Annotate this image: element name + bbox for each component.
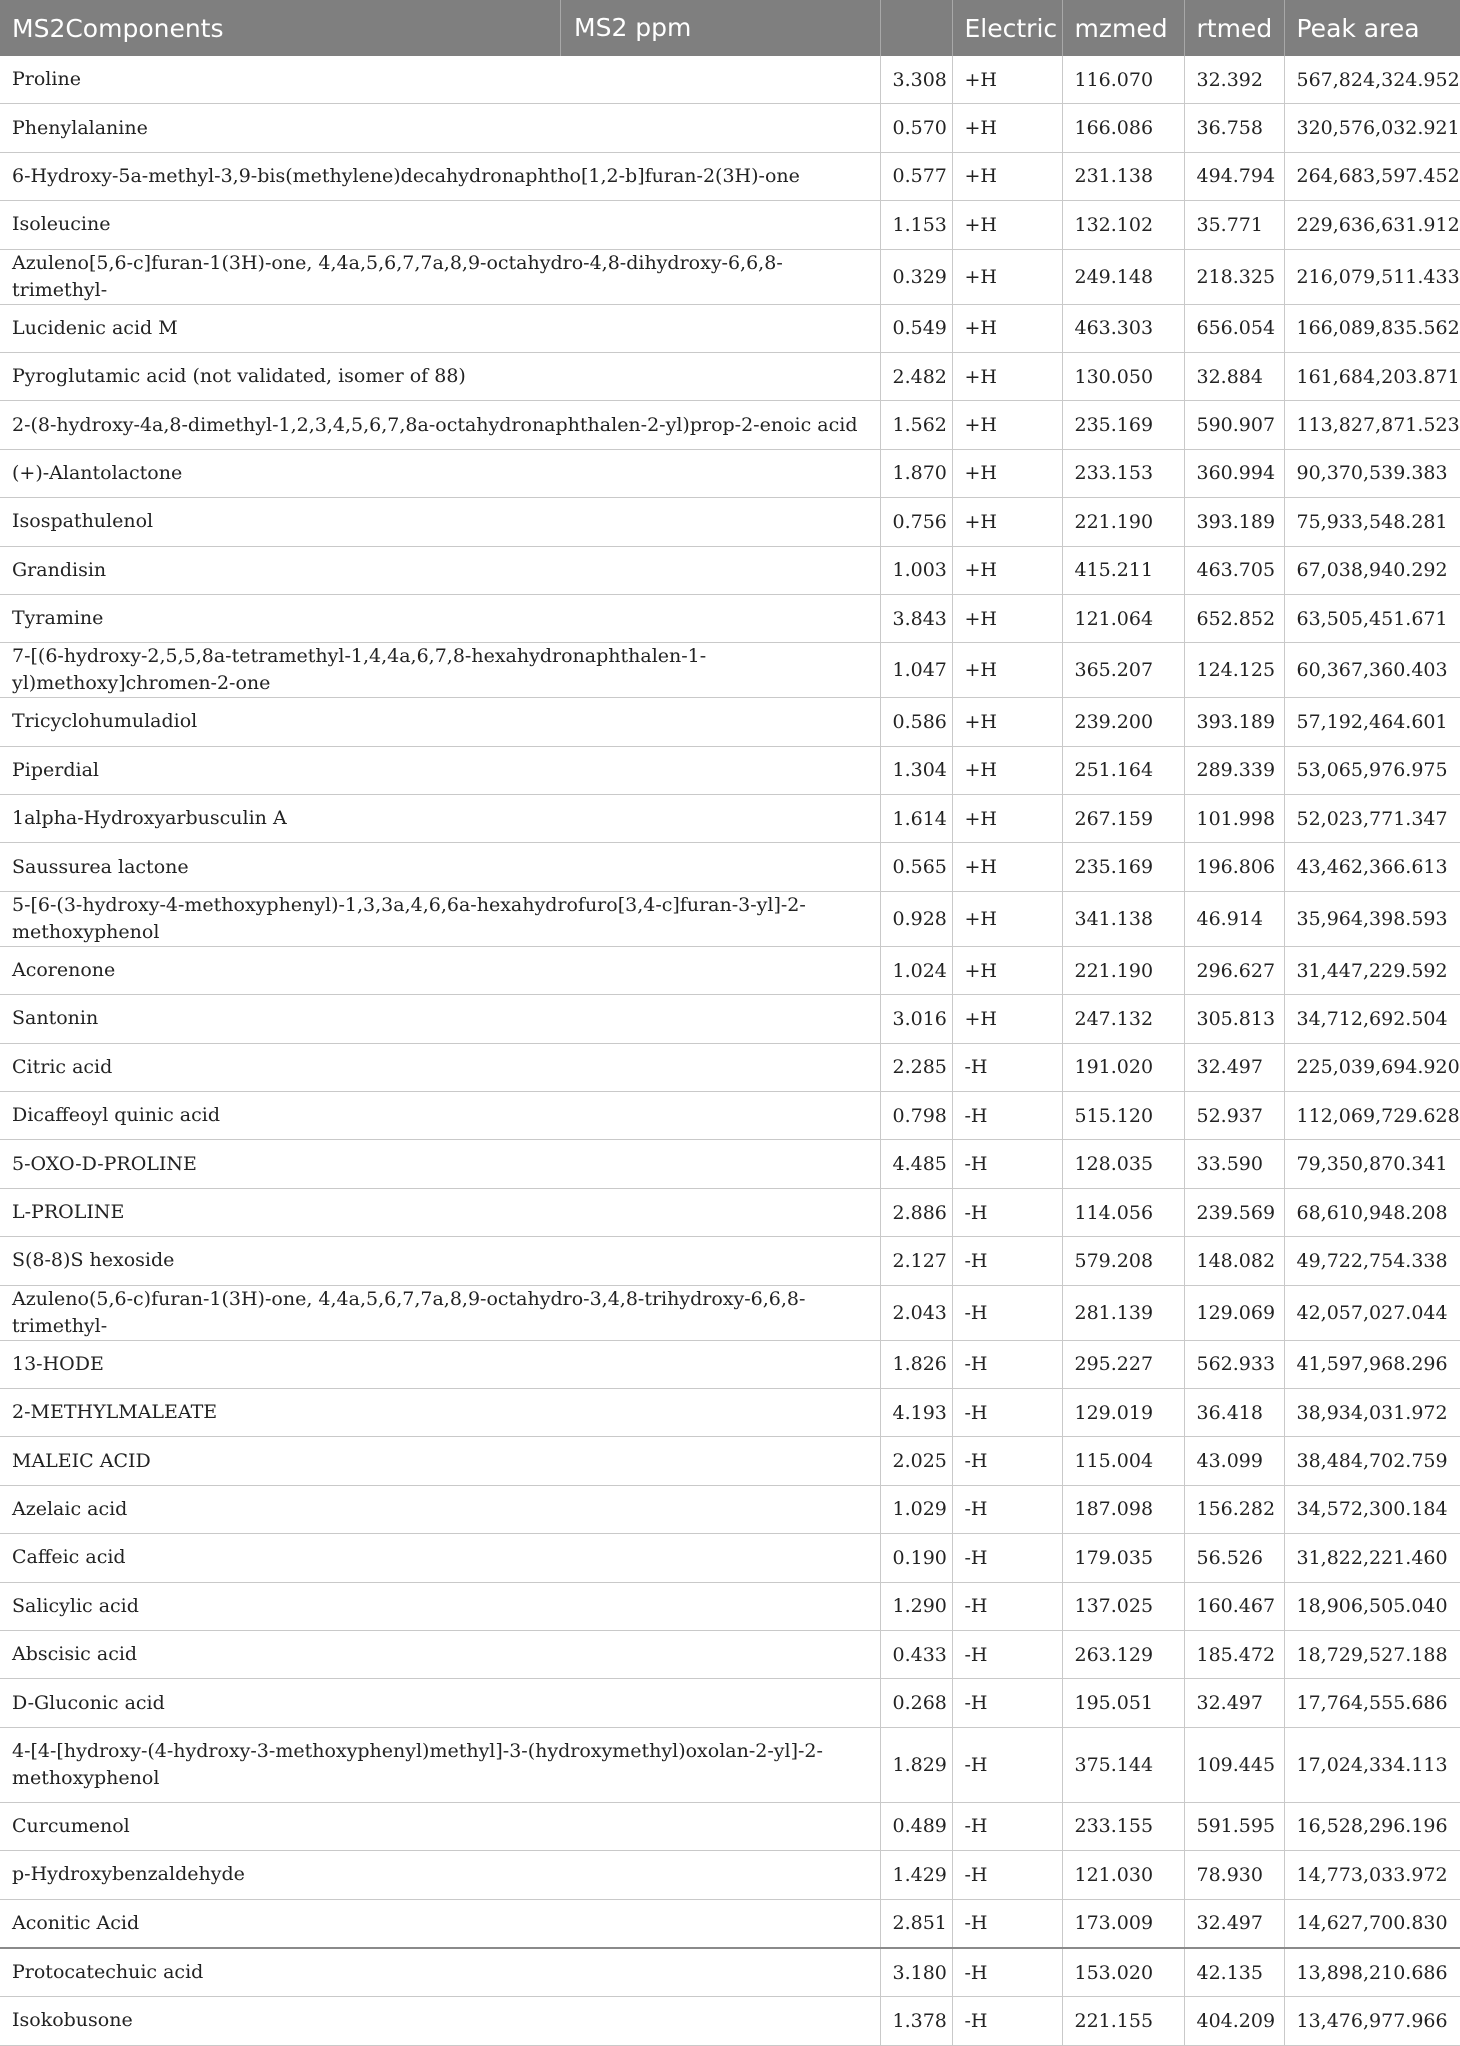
cell-mzmed: 263.129 — [1062, 1630, 1184, 1678]
cell-ms2-ppm: 1.047 — [880, 643, 952, 698]
cell-component-name: Isospathulenol — [0, 498, 880, 546]
cell-electric: -H — [952, 1188, 1062, 1236]
cell-component-name: L-PROLINE — [0, 1188, 880, 1236]
cell-rtmed: 196.806 — [1184, 843, 1284, 891]
cell-mzmed: 221.190 — [1062, 498, 1184, 546]
cell-component-name: Tyramine — [0, 594, 880, 642]
cell-peak-area: 112,069,729.628 — [1284, 1092, 1460, 1140]
cell-peak-area: 166,089,835.562 — [1284, 304, 1460, 352]
cell-peak-area: 34,572,300.184 — [1284, 1485, 1460, 1533]
cell-mzmed: 251.164 — [1062, 746, 1184, 794]
cell-mzmed: 195.051 — [1062, 1679, 1184, 1727]
header-divider — [560, 0, 561, 56]
cell-component-name: 5-OXO-D-PROLINE — [0, 1140, 880, 1188]
cell-peak-area: 225,039,694.920 — [1284, 1043, 1460, 1091]
cell-rtmed: 590.907 — [1184, 401, 1284, 449]
cell-peak-area: 68,610,948.208 — [1284, 1188, 1460, 1236]
cell-mzmed: 415.211 — [1062, 546, 1184, 594]
cell-mzmed: 221.155 — [1062, 1997, 1184, 2045]
cell-component-name: Santonin — [0, 995, 880, 1043]
table-row — [0, 1437, 1460, 1485]
cell-mzmed: 233.155 — [1062, 1802, 1184, 1850]
table-row — [0, 698, 1460, 746]
cell-rtmed: 36.418 — [1184, 1388, 1284, 1436]
header-peak-area: Peak area — [1284, 0, 1460, 56]
cell-rtmed: 156.282 — [1184, 1485, 1284, 1533]
cell-peak-area: 53,065,976.975 — [1284, 746, 1460, 794]
cell-peak-area: 14,627,700.830 — [1284, 1899, 1460, 1948]
cell-component-name: 4-[4-[hydroxy-(4-hydroxy-3-methoxyphenyl)methyl]-3-(hydroxymethyl)oxolan-2-yl]-2-methoxyphenol — [0, 1727, 880, 1802]
cell-electric: -H — [952, 1679, 1062, 1727]
cell-mzmed: 132.102 — [1062, 201, 1184, 249]
header-components: MS2Components — [0, 0, 880, 56]
cell-electric: -H — [952, 1727, 1062, 1802]
cell-peak-area: 63,505,451.671 — [1284, 594, 1460, 642]
cell-peak-area: 38,934,031.972 — [1284, 1388, 1460, 1436]
table-row — [0, 1092, 1460, 1140]
cell-ms2-ppm: 0.549 — [880, 304, 952, 352]
cell-peak-area: 31,822,221.460 — [1284, 1534, 1460, 1582]
header-ms2-ppm: MS2 ppm — [574, 13, 692, 42]
table-row — [0, 498, 1460, 546]
cell-component-name: 2-(8-hydroxy-4a,8-dimethyl-1,2,3,4,5,6,7,8a-octahydronaphthalen-2-yl)prop-2-enoic acid — [0, 401, 880, 449]
cell-peak-area: 38,484,702.759 — [1284, 1437, 1460, 1485]
cell-rtmed: 185.472 — [1184, 1630, 1284, 1678]
table-row — [0, 1948, 1460, 1997]
cell-electric: -H — [952, 1437, 1062, 1485]
cell-ms2-ppm: 0.489 — [880, 1802, 952, 1850]
cell-ms2-ppm: 1.614 — [880, 795, 952, 843]
cell-ms2-ppm: 2.025 — [880, 1437, 952, 1485]
cell-peak-area: 57,192,464.601 — [1284, 698, 1460, 746]
cell-component-name: Tricyclohumuladiol — [0, 698, 880, 746]
cell-electric: +H — [952, 352, 1062, 400]
cell-ms2-ppm: 1.153 — [880, 201, 952, 249]
cell-electric: -H — [952, 1534, 1062, 1582]
cell-mzmed: 231.138 — [1062, 152, 1184, 200]
cell-ms2-ppm: 1.826 — [880, 1340, 952, 1388]
cell-component-name: Protocatechuic acid — [0, 1948, 880, 1997]
cell-ms2-ppm: 4.193 — [880, 1388, 952, 1436]
cell-component-name: Curcumenol — [0, 1802, 880, 1850]
cell-peak-area: 16,528,296.196 — [1284, 1802, 1460, 1850]
cell-rtmed: 32.497 — [1184, 1679, 1284, 1727]
cell-ms2-ppm: 3.308 — [880, 56, 952, 104]
cell-mzmed: 121.064 — [1062, 594, 1184, 642]
table-row — [0, 1140, 1460, 1188]
cell-component-name: Grandisin — [0, 546, 880, 594]
cell-peak-area: 49,722,754.338 — [1284, 1237, 1460, 1285]
cell-component-name: Piperdial — [0, 746, 880, 794]
cell-electric: -H — [952, 1140, 1062, 1188]
cell-ms2-ppm: 1.024 — [880, 946, 952, 994]
cell-mzmed: 187.098 — [1062, 1485, 1184, 1533]
table-row — [0, 56, 1460, 104]
cell-ms2-ppm: 0.756 — [880, 498, 952, 546]
table-row — [0, 843, 1460, 891]
cell-ms2-ppm: 2.886 — [880, 1188, 952, 1236]
cell-peak-area: 75,933,548.281 — [1284, 498, 1460, 546]
cell-peak-area: 13,476,977.966 — [1284, 1997, 1460, 2045]
cell-peak-area: 43,462,366.613 — [1284, 843, 1460, 891]
cell-component-name: 5-[6-(3-hydroxy-4-methoxyphenyl)-1,3,3a,4,6,6a-hexahydrofuro[3,4-c]furan-3-yl]-2-methoxyphenol — [0, 891, 880, 946]
cell-rtmed: 124.125 — [1184, 643, 1284, 698]
cell-component-name: Caffeic acid — [0, 1534, 880, 1582]
cell-electric: +H — [952, 946, 1062, 994]
cell-rtmed: 33.590 — [1184, 1140, 1284, 1188]
table-row — [0, 1534, 1460, 1582]
cell-peak-area: 35,964,398.593 — [1284, 891, 1460, 946]
cell-component-name: 13-HODE — [0, 1340, 880, 1388]
table-row — [0, 891, 1460, 946]
cell-ms2-ppm: 1.029 — [880, 1485, 952, 1533]
cell-component-name: 2-METHYLMALEATE — [0, 1388, 880, 1436]
cell-electric: -H — [952, 1630, 1062, 1678]
cell-mzmed: 235.169 — [1062, 843, 1184, 891]
cell-mzmed: 235.169 — [1062, 401, 1184, 449]
cell-electric: +H — [952, 795, 1062, 843]
cell-mzmed: 114.056 — [1062, 1188, 1184, 1236]
table-row — [0, 152, 1460, 200]
cell-ms2-ppm: 0.433 — [880, 1630, 952, 1678]
cell-rtmed: 43.099 — [1184, 1437, 1284, 1485]
cell-rtmed: 32.392 — [1184, 56, 1284, 104]
cell-ms2-ppm: 0.268 — [880, 1679, 952, 1727]
cell-electric: +H — [952, 594, 1062, 642]
cell-ms2-ppm: 1.304 — [880, 746, 952, 794]
cell-component-name: Salicylic acid — [0, 1582, 880, 1630]
cell-rtmed: 35.771 — [1184, 201, 1284, 249]
header-ms2-ppm-spacer — [880, 0, 952, 56]
cell-rtmed: 494.794 — [1184, 152, 1284, 200]
table-row — [0, 946, 1460, 994]
cell-ms2-ppm: 4.485 — [880, 1140, 952, 1188]
cell-peak-area: 60,367,360.403 — [1284, 643, 1460, 698]
cell-rtmed: 78.930 — [1184, 1851, 1284, 1899]
cell-peak-area: 320,576,032.921 — [1284, 104, 1460, 152]
cell-ms2-ppm: 1.562 — [880, 401, 952, 449]
cell-electric: +H — [952, 698, 1062, 746]
cell-mzmed: 233.153 — [1062, 449, 1184, 497]
cell-ms2-ppm: 2.127 — [880, 1237, 952, 1285]
table-row — [0, 401, 1460, 449]
header-row — [0, 0, 1460, 56]
table-row — [0, 995, 1460, 1043]
cell-component-name: 6-Hydroxy-5a-methyl-3,9-bis(methylene)decahydronaphtho[1,2-b]furan-2(3H)-one — [0, 152, 880, 200]
cell-electric: +H — [952, 546, 1062, 594]
cell-ms2-ppm: 0.329 — [880, 249, 952, 304]
cell-component-name: Proline — [0, 56, 880, 104]
cell-component-name: Lucidenic acid M — [0, 304, 880, 352]
cell-electric: -H — [952, 1237, 1062, 1285]
cell-electric: +H — [952, 891, 1062, 946]
cell-component-name: 1alpha-Hydroxyarbusculin A — [0, 795, 880, 843]
cell-rtmed: 36.758 — [1184, 104, 1284, 152]
table-row — [0, 1899, 1460, 1948]
cell-mzmed: 281.139 — [1062, 1285, 1184, 1340]
cell-component-name: Isokobusone — [0, 1997, 880, 2045]
table-row — [0, 643, 1460, 698]
cell-ms2-ppm: 0.190 — [880, 1534, 952, 1582]
cell-rtmed: 404.209 — [1184, 1997, 1284, 2045]
cell-electric: +H — [952, 104, 1062, 152]
cell-ms2-ppm: 3.180 — [880, 1948, 952, 1997]
table-row — [0, 546, 1460, 594]
cell-ms2-ppm: 1.003 — [880, 546, 952, 594]
cell-electric: -H — [952, 1582, 1062, 1630]
table-row — [0, 1388, 1460, 1436]
cell-mzmed: 239.200 — [1062, 698, 1184, 746]
cell-peak-area: 52,023,771.347 — [1284, 795, 1460, 843]
cell-peak-area: 216,079,511.433 — [1284, 249, 1460, 304]
cell-electric: +H — [952, 498, 1062, 546]
cell-mzmed: 137.025 — [1062, 1582, 1184, 1630]
table-row — [0, 201, 1460, 249]
cell-ms2-ppm: 1.829 — [880, 1727, 952, 1802]
cell-electric: +H — [952, 304, 1062, 352]
cell-component-name: Saussurea lactone — [0, 843, 880, 891]
cell-component-name: Aconitic Acid — [0, 1899, 880, 1948]
cell-peak-area: 13,898,210.686 — [1284, 1948, 1460, 1997]
cell-rtmed: 296.627 — [1184, 946, 1284, 994]
cell-peak-area: 90,370,539.383 — [1284, 449, 1460, 497]
cell-electric: -H — [952, 1948, 1062, 1997]
cell-component-name: Abscisic acid — [0, 1630, 880, 1678]
cell-electric: -H — [952, 1899, 1062, 1948]
table-row — [0, 304, 1460, 352]
cell-ms2-ppm: 0.928 — [880, 891, 952, 946]
cell-ms2-ppm: 0.565 — [880, 843, 952, 891]
cell-component-name: 7-[(6-hydroxy-2,5,5,8a-tetramethyl-1,4,4a,6,7,8-hexahydronaphthalen-1-yl)methoxy]chromen-2-one — [0, 643, 880, 698]
cell-rtmed: 652.852 — [1184, 594, 1284, 642]
cell-component-name: (+)-Alantolactone — [0, 449, 880, 497]
cell-mzmed: 247.132 — [1062, 995, 1184, 1043]
cell-component-name: Phenylalanine — [0, 104, 880, 152]
cell-peak-area: 42,057,027.044 — [1284, 1285, 1460, 1340]
cell-electric: -H — [952, 1997, 1062, 2045]
cell-peak-area: 67,038,940.292 — [1284, 546, 1460, 594]
cell-electric: -H — [952, 1485, 1062, 1533]
cell-rtmed: 101.998 — [1184, 795, 1284, 843]
table-row — [0, 1679, 1460, 1727]
cell-rtmed: 393.189 — [1184, 498, 1284, 546]
cell-mzmed: 579.208 — [1062, 1237, 1184, 1285]
cell-mzmed: 179.035 — [1062, 1534, 1184, 1582]
cell-component-name: Pyroglutamic acid (not validated, isomer of 88) — [0, 352, 880, 400]
cell-ms2-ppm: 1.290 — [880, 1582, 952, 1630]
cell-rtmed: 52.937 — [1184, 1092, 1284, 1140]
cell-rtmed: 32.884 — [1184, 352, 1284, 400]
cell-mzmed: 166.086 — [1062, 104, 1184, 152]
cell-rtmed: 56.526 — [1184, 1534, 1284, 1582]
cell-rtmed: 32.497 — [1184, 1043, 1284, 1091]
cell-ms2-ppm: 1.870 — [880, 449, 952, 497]
cell-rtmed: 562.933 — [1184, 1340, 1284, 1388]
table-row — [0, 1630, 1460, 1678]
table-row — [0, 1340, 1460, 1388]
cell-rtmed: 218.325 — [1184, 249, 1284, 304]
table-row — [0, 1851, 1460, 1899]
table-row — [0, 746, 1460, 794]
cell-electric: +H — [952, 249, 1062, 304]
cell-component-name: MALEIC ACID — [0, 1437, 880, 1485]
cell-mzmed: 116.070 — [1062, 56, 1184, 104]
cell-ms2-ppm: 3.843 — [880, 594, 952, 642]
cell-mzmed: 249.148 — [1062, 249, 1184, 304]
cell-peak-area: 41,597,968.296 — [1284, 1340, 1460, 1388]
cell-rtmed: 42.135 — [1184, 1948, 1284, 1997]
cell-component-name: Citric acid — [0, 1043, 880, 1091]
table-row — [0, 1582, 1460, 1630]
cell-component-name: Acorenone — [0, 946, 880, 994]
cell-electric: +H — [952, 449, 1062, 497]
cell-mzmed: 221.190 — [1062, 946, 1184, 994]
table-row — [0, 449, 1460, 497]
cell-rtmed: 289.339 — [1184, 746, 1284, 794]
cell-peak-area: 31,447,229.592 — [1284, 946, 1460, 994]
cell-rtmed: 148.082 — [1184, 1237, 1284, 1285]
cell-component-name: Isoleucine — [0, 201, 880, 249]
cell-ms2-ppm: 2.851 — [880, 1899, 952, 1948]
cell-electric: +H — [952, 643, 1062, 698]
cell-electric: +H — [952, 843, 1062, 891]
cell-peak-area: 567,824,324.952 — [1284, 56, 1460, 104]
cell-mzmed: 128.035 — [1062, 1140, 1184, 1188]
cell-rtmed: 46.914 — [1184, 891, 1284, 946]
cell-rtmed: 591.595 — [1184, 1802, 1284, 1850]
cell-component-name: Dicaffeoyl quinic acid — [0, 1092, 880, 1140]
cell-component-name: S(8-8)S hexoside — [0, 1237, 880, 1285]
cell-mzmed: 365.207 — [1062, 643, 1184, 698]
cell-component-name: p-Hydroxybenzaldehyde — [0, 1851, 880, 1899]
cell-ms2-ppm: 2.482 — [880, 352, 952, 400]
cell-peak-area: 79,350,870.341 — [1284, 1140, 1460, 1188]
cell-ms2-ppm: 3.016 — [880, 995, 952, 1043]
table-row — [0, 1997, 1460, 2045]
cell-electric: +H — [952, 152, 1062, 200]
cell-mzmed: 121.030 — [1062, 1851, 1184, 1899]
table-row — [0, 1043, 1460, 1091]
cell-peak-area: 264,683,597.452 — [1284, 152, 1460, 200]
table-row — [0, 1727, 1460, 1802]
cell-peak-area: 14,773,033.972 — [1284, 1851, 1460, 1899]
cell-mzmed: 130.050 — [1062, 352, 1184, 400]
cell-mzmed: 153.020 — [1062, 1948, 1184, 1997]
table-row — [0, 104, 1460, 152]
cell-peak-area: 229,636,631.912 — [1284, 201, 1460, 249]
cell-peak-area: 18,906,505.040 — [1284, 1582, 1460, 1630]
cell-electric: -H — [952, 1043, 1062, 1091]
cell-peak-area: 161,684,203.871 — [1284, 352, 1460, 400]
cell-electric: +H — [952, 401, 1062, 449]
table-body — [0, 56, 1460, 2045]
cell-mzmed: 515.120 — [1062, 1092, 1184, 1140]
cell-ms2-ppm: 0.570 — [880, 104, 952, 152]
cell-electric: -H — [952, 1388, 1062, 1436]
table-row — [0, 1237, 1460, 1285]
cell-electric: +H — [952, 56, 1062, 104]
cell-electric: -H — [952, 1851, 1062, 1899]
cell-peak-area: 34,712,692.504 — [1284, 995, 1460, 1043]
cell-mzmed: 115.004 — [1062, 1437, 1184, 1485]
cell-electric: -H — [952, 1285, 1062, 1340]
cell-mzmed: 129.019 — [1062, 1388, 1184, 1436]
header-electric: Electric — [952, 0, 1062, 56]
cell-mzmed: 295.227 — [1062, 1340, 1184, 1388]
cell-ms2-ppm: 2.285 — [880, 1043, 952, 1091]
cell-rtmed: 129.069 — [1184, 1285, 1284, 1340]
table-row — [0, 795, 1460, 843]
table-row — [0, 352, 1460, 400]
cell-peak-area: 18,729,527.188 — [1284, 1630, 1460, 1678]
cell-rtmed: 656.054 — [1184, 304, 1284, 352]
cell-ms2-ppm: 1.429 — [880, 1851, 952, 1899]
cell-rtmed: 360.994 — [1184, 449, 1284, 497]
cell-rtmed: 463.705 — [1184, 546, 1284, 594]
cell-rtmed: 393.189 — [1184, 698, 1284, 746]
cell-ms2-ppm: 2.043 — [880, 1285, 952, 1340]
table-row — [0, 249, 1460, 304]
table-row — [0, 1188, 1460, 1236]
cell-peak-area: 113,827,871.523 — [1284, 401, 1460, 449]
cell-rtmed: 160.467 — [1184, 1582, 1284, 1630]
cell-component-name: Azelaic acid — [0, 1485, 880, 1533]
cell-rtmed: 109.445 — [1184, 1727, 1284, 1802]
table-row — [0, 1802, 1460, 1850]
table-row — [0, 1485, 1460, 1533]
cell-electric: +H — [952, 746, 1062, 794]
cell-ms2-ppm: 1.378 — [880, 1997, 952, 2045]
header-mzmed: mzmed — [1062, 0, 1184, 56]
cell-component-name: Azuleno(5,6-c)furan-1(3H)-one, 4,4a,5,6,7,7a,8,9-octahydro-3,4,8-trihydroxy-6,6,8-trimethyl- — [0, 1285, 880, 1340]
cell-ms2-ppm: 0.798 — [880, 1092, 952, 1140]
cell-electric: -H — [952, 1802, 1062, 1850]
cell-rtmed: 305.813 — [1184, 995, 1284, 1043]
cell-ms2-ppm: 0.577 — [880, 152, 952, 200]
table-row — [0, 1285, 1460, 1340]
cell-electric: -H — [952, 1092, 1062, 1140]
cell-electric: -H — [952, 1340, 1062, 1388]
cell-peak-area: 17,764,555.686 — [1284, 1679, 1460, 1727]
cell-mzmed: 463.303 — [1062, 304, 1184, 352]
cell-electric: +H — [952, 995, 1062, 1043]
cell-mzmed: 173.009 — [1062, 1899, 1184, 1948]
cell-rtmed: 239.569 — [1184, 1188, 1284, 1236]
cell-mzmed: 375.144 — [1062, 1727, 1184, 1802]
cell-electric: +H — [952, 201, 1062, 249]
cell-mzmed: 191.020 — [1062, 1043, 1184, 1091]
cell-rtmed: 32.497 — [1184, 1899, 1284, 1948]
cell-peak-area: 17,024,334.113 — [1284, 1727, 1460, 1802]
cell-mzmed: 341.138 — [1062, 891, 1184, 946]
cell-component-name: Azuleno[5,6-c]furan-1(3H)-one, 4,4a,5,6,7,7a,8,9-octahydro-4,8-dihydroxy-6,6,8-trimethyl- — [0, 249, 880, 304]
table-header — [0, 0, 1460, 56]
cell-mzmed: 267.159 — [1062, 795, 1184, 843]
cell-ms2-ppm: 0.586 — [880, 698, 952, 746]
cell-component-name: D-Gluconic acid — [0, 1679, 880, 1727]
table-row — [0, 594, 1460, 642]
header-rtmed: rtmed — [1184, 0, 1284, 56]
